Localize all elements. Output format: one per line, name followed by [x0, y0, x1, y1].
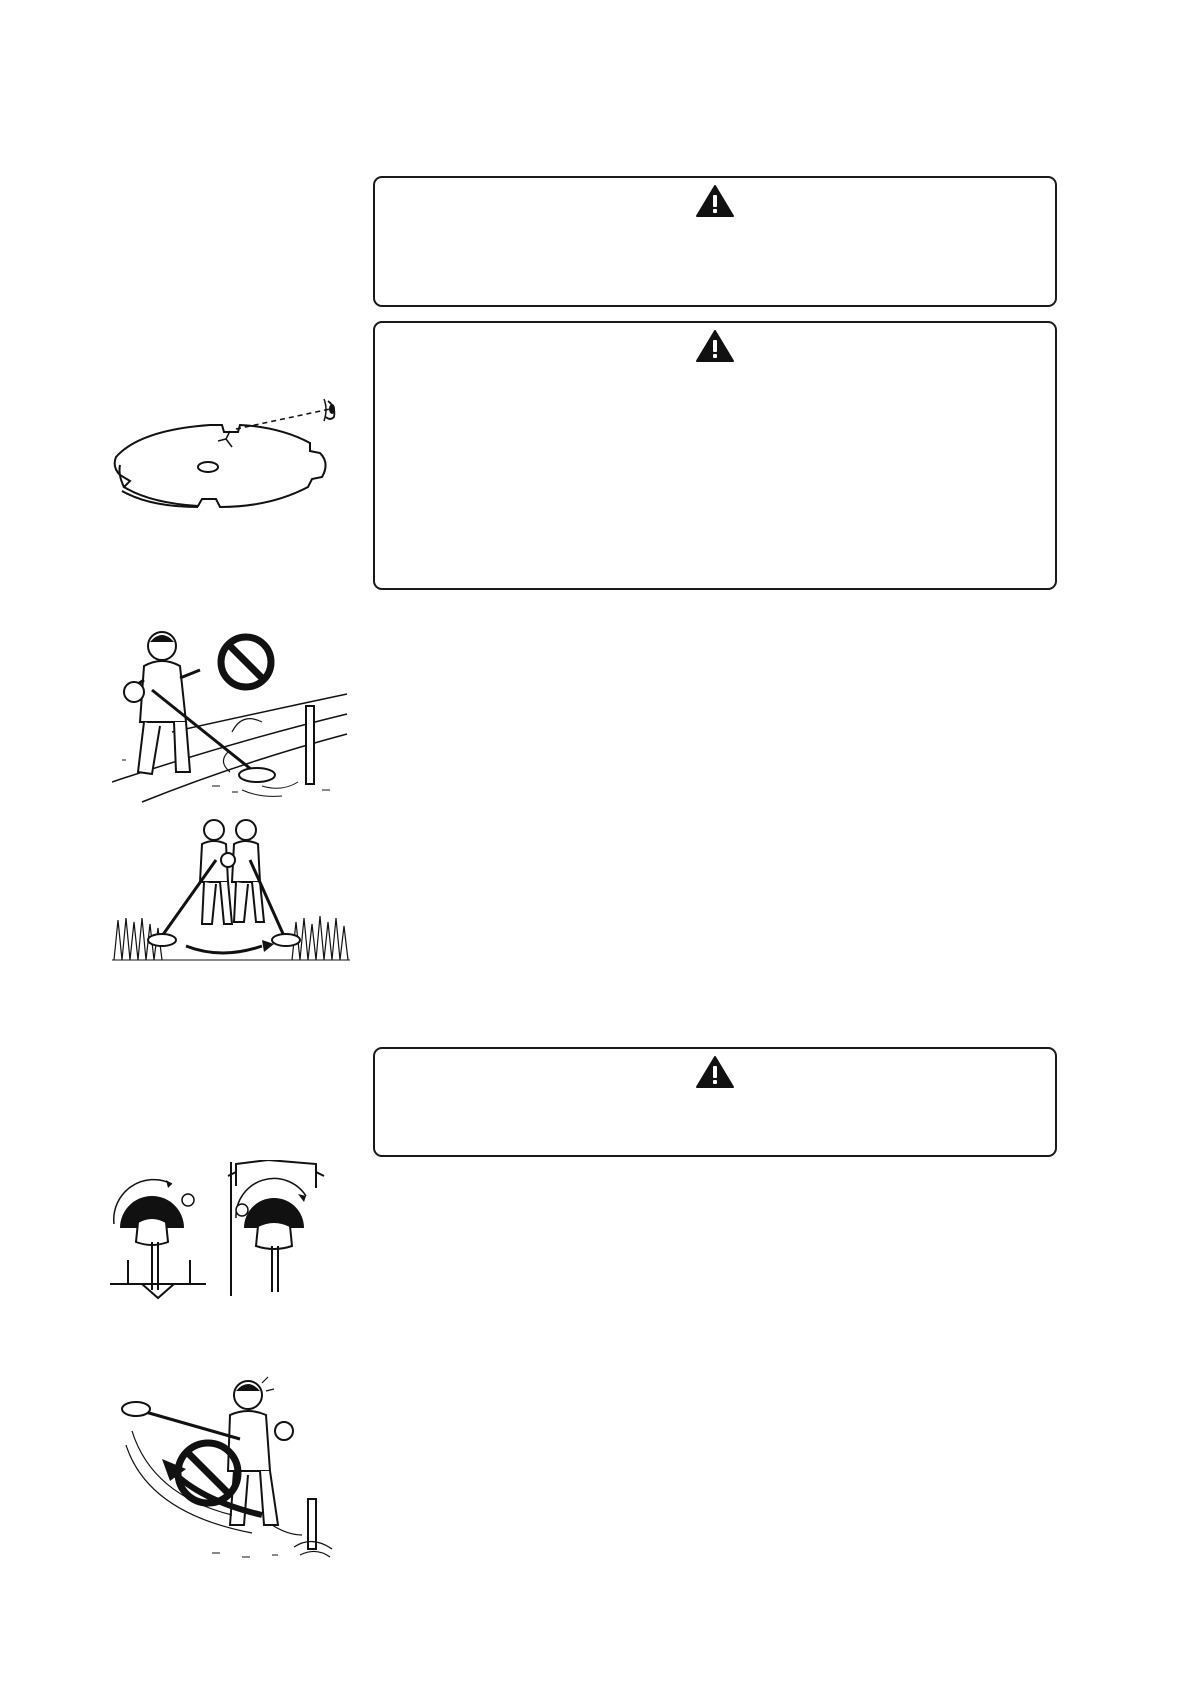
warning-triangle-icon: [695, 1055, 735, 1089]
kickback-prohibited-illustration: [112, 1375, 352, 1567]
fence-cutting-prohibited-illustration: [112, 622, 352, 804]
warning-triangle-icon: [695, 329, 735, 363]
sweeping-grass-illustration: [112, 818, 352, 963]
warning-box-3: [373, 1047, 1057, 1157]
warning-triangle-icon: [695, 184, 735, 218]
warning-box-2: [373, 321, 1057, 590]
warning-box-1: [373, 176, 1057, 307]
diagram-divider: [230, 1162, 232, 1296]
cracked-blade-illustration: [110, 395, 350, 520]
